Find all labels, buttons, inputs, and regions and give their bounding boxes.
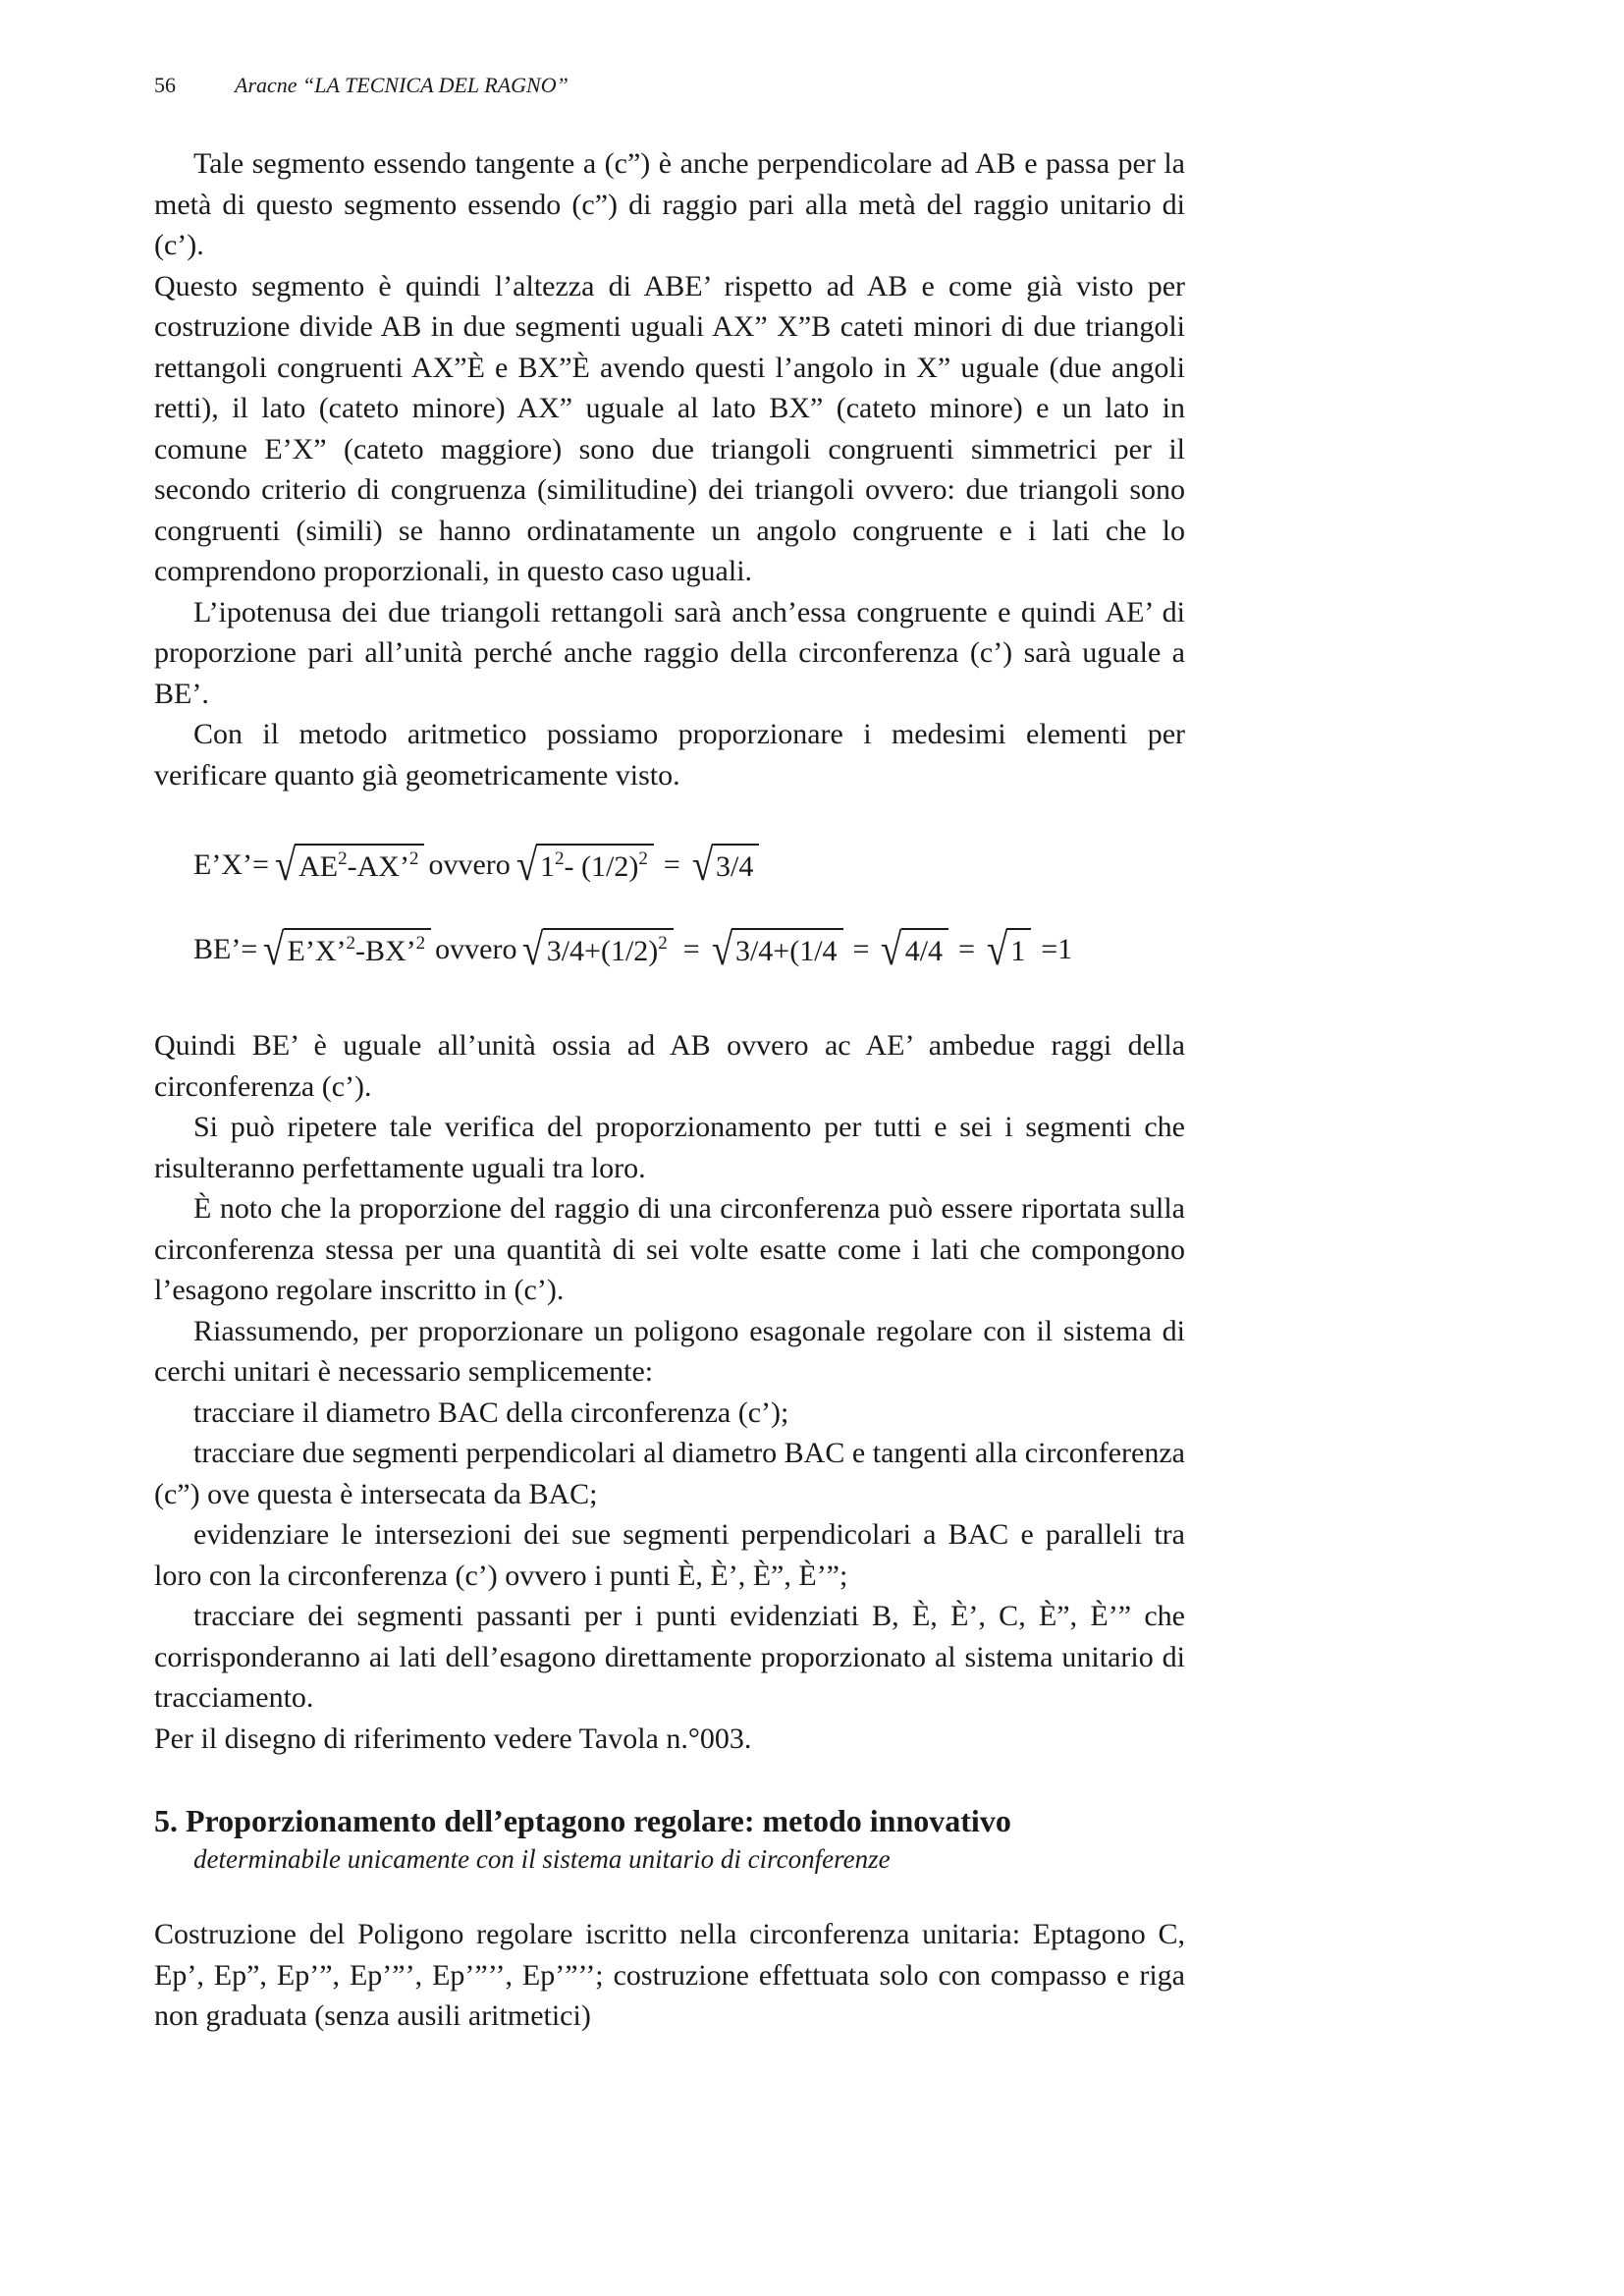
- running-title: Aracne “LA TECNICA DEL RAGNO”: [235, 73, 568, 97]
- section-subtitle: determinabile unicamente con il sistema unitario di circonferenze: [193, 1844, 891, 1874]
- formula-ovvero: ovvero: [435, 933, 517, 966]
- radical: √ $3/4+(1/2)^2$: [520, 928, 673, 971]
- formula-ex: [193, 823, 1185, 907]
- paragraph: Riassumendo, per proporzionare un poligono esagonale regolare con il sistema di cerchi unitari è necessario semplicemente:: [154, 1314, 1185, 1388]
- running-header: [154, 73, 568, 98]
- radical: √ $1^2-$ $(1/2)^2$: [514, 844, 654, 887]
- radical: √ 3/4+(1/4: [710, 928, 843, 971]
- paragraph: L’ipotenusa dei due triangoli rettangoli sarà anch’essa congruente e quindi AE’ di proporzione pari all’unità perché anche raggio della circonferenza (c’) sarà uguale a BE’.: [154, 595, 1185, 710]
- radical: √ 1: [985, 928, 1031, 971]
- paragraph: Con il metodo aritmetico possiamo proporzionare i medesimi elementi per verificare quanto già geometricamente visto.: [154, 718, 1185, 792]
- paragraph: Costruzione del Poligono regolare iscritto nella circonferenza unitaria: Eptagono C, Ep’, Ep”, Ep’”, Ep’”’, Ep’”’’, Ep’”’’; costruzione effettuata solo con compasso e riga non graduata (senza ausili aritmetici): [154, 1918, 1185, 2032]
- formula-block: [193, 823, 1185, 992]
- page-body: [154, 143, 1185, 2037]
- paragraph: Per il disegno di riferimento vedere Tavola n.°003.: [154, 1722, 752, 1755]
- paragraph: Si può ripetere tale verifica del proporzionamento per tutti e sei i segmenti che risulteranno perfettamente uguali tra loro.: [154, 1111, 1185, 1184]
- spacer: [154, 1877, 1185, 1914]
- radical: √ E’X’$^2$-BX’$^2$: [261, 928, 431, 971]
- list-item: tracciare il diametro BAC della circonferenza (c’);: [193, 1395, 789, 1429]
- paragraph: Questo segmento è quindi l’altezza di ABE’ rispetto ad AB e come già visto per costruzione divide AB in due segmenti uguali AX” X”B cateti minori di due triangoli rettangoli congruenti AX”È e BX”È avendo questi l’angolo in X” uguale (due angoli retti), il lato (cateto minore) AX” uguale al lato BX” (cateto minore) e un lato in comune E’X” (cateto maggiore) sono due triangoli congruenti simmetrici per il secondo criterio di congruenza (similitudine) dei triangoli ovvero: due triangoli sono congruenti (simili) se hanno ordinatamente un angolo congruente e i lati che lo comprendono proporzionali, in questo caso uguali.: [154, 269, 1185, 587]
- formula-lhs: BE’=: [193, 933, 258, 966]
- paragraph: Quindi BE’ è uguale all’unità ossia ad AB ovvero ac AE’ ambedue raggi della circonferenza (c’).: [154, 1029, 1185, 1103]
- formula-lhs: E’X’=: [193, 848, 269, 882]
- equals: =: [852, 933, 870, 966]
- equals: =1: [1041, 933, 1073, 966]
- list-item: tracciare dei segmenti passanti per i punti evidenziati B, È, È’, C, È”, È’” che corrisponderanno ai lati dell’esagono direttamente proporzionato al sistema unitario di tracciamento.: [154, 1600, 1185, 1714]
- paragraph: Tale segmento essendo tangente a (c”) è anche perpendicolare ad AB e passa per la metà di questo segmento essendo (c”) di raggio pari alla metà del raggio unitario di (c’).: [154, 147, 1185, 261]
- paragraph: È noto che la proporzione del raggio di una circonferenza può essere riportata sulla circonferenza stessa per una quantità di sei volte esatte come i lati che compongono l’esagono regolare inscritto in (c’).: [154, 1192, 1185, 1306]
- list-item: evidenziare le intersezioni dei sue segmenti perpendicolari a BAC e paralleli tra loro con la circonferenza (c’) ovvero i punti È, È’, È”, È’”;: [154, 1518, 1185, 1592]
- radical: √ 4/4: [879, 928, 948, 971]
- list-item: tracciare due segmenti perpendicolari al diametro BAC e tangenti alla circonferenza (c”) ove questa è intersecata da BAC;: [154, 1437, 1185, 1510]
- radical: √ 3/4: [690, 844, 760, 887]
- formula-be: [193, 907, 1185, 992]
- equals: =: [682, 933, 700, 966]
- equals: =: [958, 933, 975, 966]
- formula-ovvero: ovvero: [428, 848, 511, 882]
- radical: √ $AE^2-AX’^2$: [273, 844, 425, 887]
- page-number: 56: [154, 73, 176, 97]
- section-title: 5. Proporzionamento dell’eptagono regolare: metodo innovativo: [154, 1803, 1011, 1838]
- equals: =: [663, 848, 680, 882]
